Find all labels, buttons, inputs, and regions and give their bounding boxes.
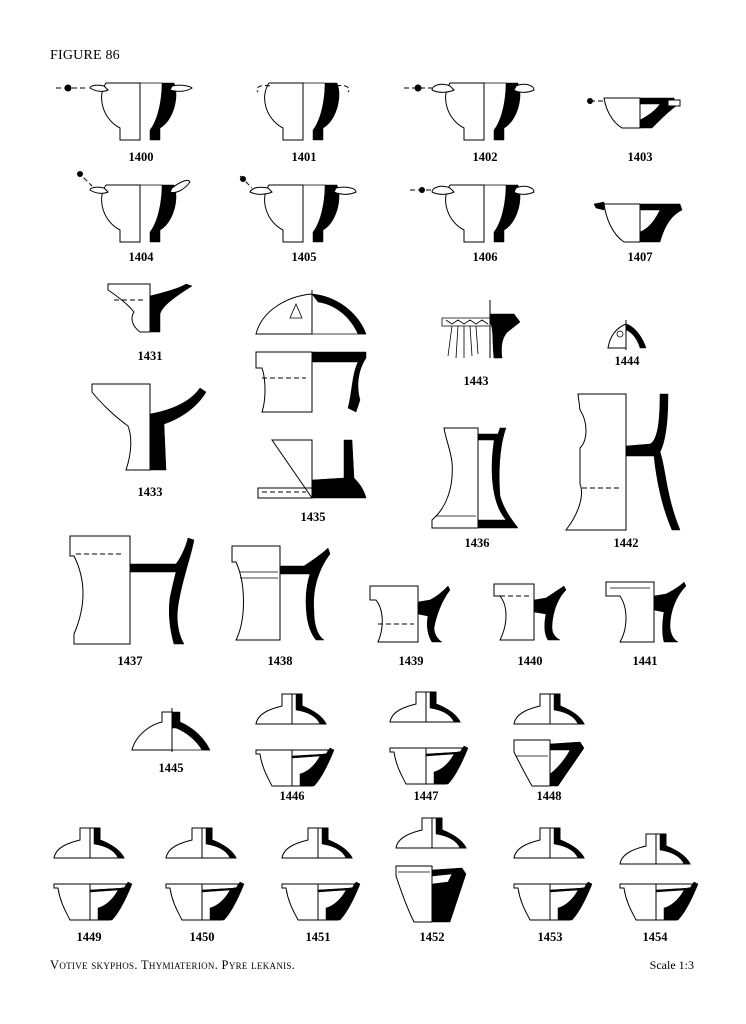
vessel-1441 <box>606 582 686 642</box>
lid-1451 <box>282 828 352 858</box>
vessel-1437 <box>70 536 194 644</box>
catalog-number: 1453 <box>537 930 563 944</box>
vessel-1442 <box>566 394 680 530</box>
catalog-number: 1402 <box>472 150 498 164</box>
catalog-number: 1439 <box>398 654 424 668</box>
catalog-number: 1444 <box>614 354 640 368</box>
figure-title: FIGURE 86 <box>50 48 120 63</box>
body-1454 <box>620 882 698 920</box>
body-1453 <box>514 882 592 920</box>
vessel-1405 <box>240 176 356 242</box>
catalog-number: 1407 <box>627 250 653 264</box>
catalog-number: 1437 <box>117 654 143 668</box>
vessel-1403 <box>587 98 680 128</box>
lid-1453 <box>514 828 584 858</box>
catalog-number: 1454 <box>642 930 668 944</box>
body-1449 <box>54 882 132 920</box>
vessel-1402 <box>404 83 534 140</box>
vessel-1439 <box>370 586 450 642</box>
catalog-number: 1448 <box>536 789 562 803</box>
lid-1448 <box>514 694 584 724</box>
vessel-1433 <box>92 384 206 470</box>
vessel-1443 <box>442 300 520 358</box>
lid-1452 <box>396 818 466 848</box>
catalog-number: 1400 <box>128 150 154 164</box>
catalog-number: 1452 <box>419 930 445 944</box>
catalog-number: 1442 <box>613 536 639 550</box>
catalog-number: 1440 <box>517 654 543 668</box>
catalog-number: 1449 <box>76 930 102 944</box>
vessel-1444 <box>608 320 646 350</box>
catalog-number: 1446 <box>279 789 305 803</box>
catalog-number: 1436 <box>464 536 490 550</box>
body-1448 <box>514 740 584 786</box>
catalog-number: 1403 <box>627 150 653 164</box>
figure-caption: Votive skyphos. Thymiaterion. Pyre lekanis. <box>50 958 296 972</box>
body-1450 <box>166 882 244 920</box>
vessel-1440 <box>494 584 566 640</box>
body-1446 <box>256 748 334 786</box>
lid-1450 <box>166 828 236 858</box>
lid-1454 <box>620 834 690 864</box>
lid-1449 <box>54 828 124 858</box>
catalog-number: 1433 <box>137 485 163 499</box>
vessel-1431 <box>108 284 192 332</box>
catalog-number: 1451 <box>305 930 331 944</box>
body-1451 <box>282 882 360 920</box>
catalog-number: 1450 <box>189 930 215 944</box>
catalog-number: 1401 <box>291 150 317 164</box>
lid-1447 <box>390 692 460 722</box>
catalog-number: 1405 <box>291 250 317 264</box>
body-1452 <box>396 866 466 922</box>
catalog-number: 1443 <box>463 374 489 388</box>
vessel-1445 <box>132 708 210 752</box>
catalog-number: 1445 <box>158 761 184 775</box>
vessel-1438 <box>232 546 330 640</box>
catalog-number: 1438 <box>267 654 293 668</box>
vessel-1406 <box>410 185 534 242</box>
vessel-1436 <box>432 428 518 528</box>
catalog-number: 1441 <box>632 654 658 668</box>
catalog-number: 1435 <box>300 510 326 524</box>
vessel-1404 <box>77 171 190 242</box>
catalog-number: 1406 <box>472 250 498 264</box>
vessel-1400 <box>56 83 192 140</box>
lid-1446 <box>256 694 326 724</box>
catalog-number: 1431 <box>137 349 163 363</box>
catalog-number: 1404 <box>128 250 154 264</box>
vessel-1401 <box>257 83 350 140</box>
vessel-1435 <box>256 290 366 498</box>
body-1447 <box>390 746 468 784</box>
catalog-number: 1447 <box>413 789 439 803</box>
scale-label: Scale 1:3 <box>649 958 694 972</box>
vessel-1407 <box>594 202 682 242</box>
